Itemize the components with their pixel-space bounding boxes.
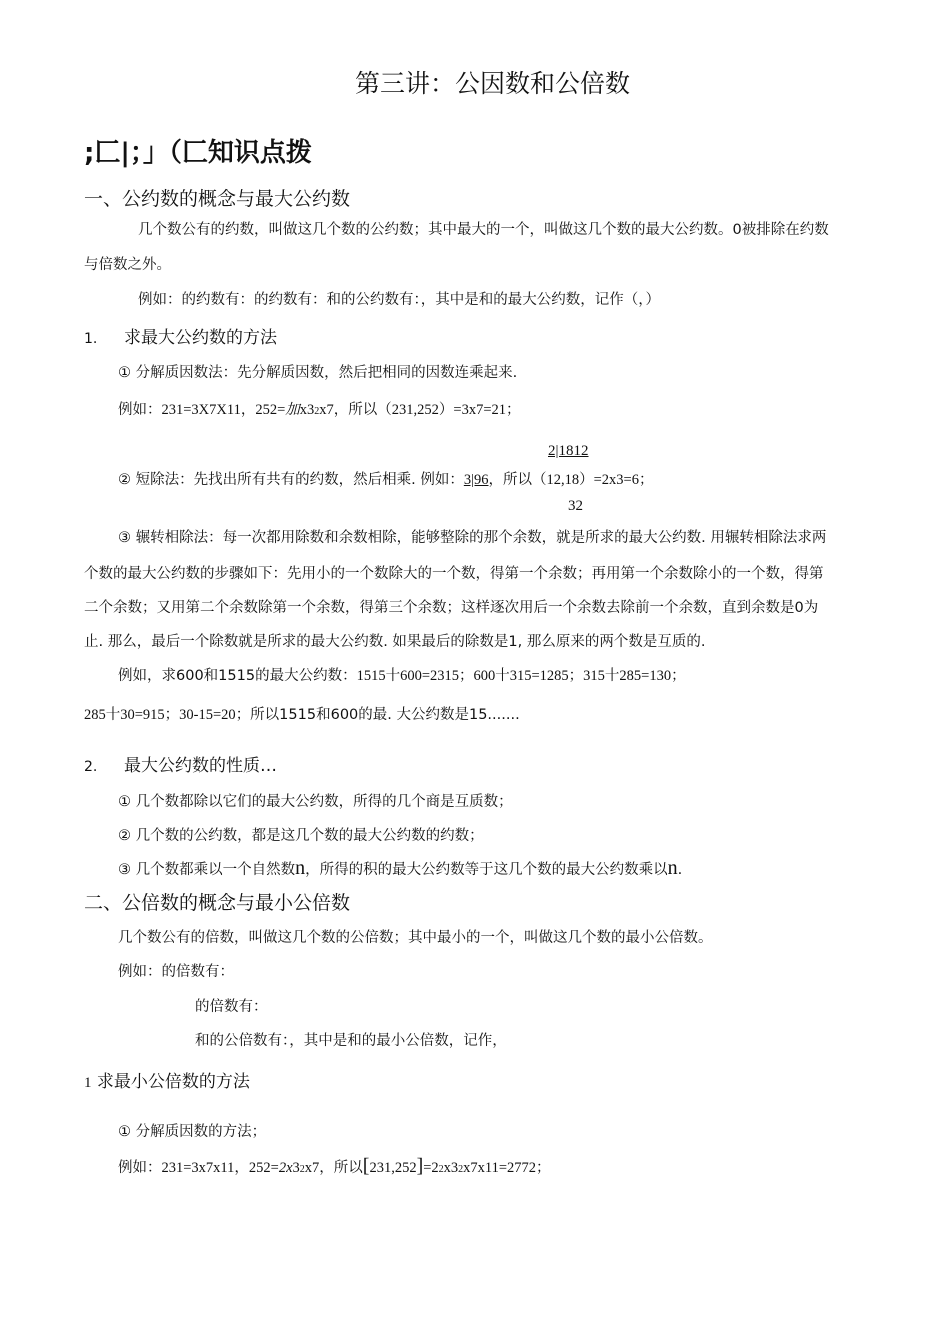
method-factorization: ① 分解质因数法：先分解质因数，然后把相同的因数连乘起来. — [118, 365, 518, 381]
property-item: ① 几个数都除以它们的最大公约数，所得的几个商是互质数； — [118, 794, 513, 810]
exponent: 2 — [314, 406, 320, 417]
variable-n: n — [295, 857, 306, 879]
example-line: 例如：的约数有：的约数有：和的公约数有：，其中是和的最大公约数，记作（，） — [138, 292, 660, 308]
subsection-heading-gcd-properties — [84, 754, 277, 779]
method-short-division-text: ② 短除法：先找出所有共有的约数，然后相乘. 例如： — [118, 472, 464, 488]
example-label: 例如： — [118, 402, 162, 418]
example-line: 和的公倍数有：，其中是和的最小公倍数，记作， — [195, 1033, 507, 1049]
example-expression: =2 — [423, 1160, 439, 1176]
example-expression: x7，所以 — [304, 1160, 363, 1176]
property-text: . — [677, 862, 683, 878]
example-line: 例如：的倍数有： — [118, 964, 234, 980]
euclid-example-steps: 285十30=915；30-15=20 — [84, 707, 236, 723]
subsection-heading-gcd-methods — [84, 326, 277, 351]
example-expression: x7x11=2772； — [463, 1160, 551, 1176]
method-euclid-line: 个数的最大公约数的步骤如下：先用小的一个数除大的一个数，得第一个余数；再用第一个余数除小的一个数，得第 — [84, 566, 824, 582]
subsection-number: 2. — [84, 759, 98, 775]
example-expression: x3 — [299, 402, 315, 418]
example-expression: 3 — [292, 1160, 300, 1176]
method-euclid-line: 二个余数；又用第二个余数除第一个余数，得第三个余数；这样逐次用后一个余数去除前一个余数，直到余数是0为 — [84, 600, 819, 616]
subsection-number: 1 — [84, 1075, 92, 1091]
subsection-heading-lcm-methods — [84, 1070, 250, 1095]
euclid-example-conclusion: ；所以1515和600的最. 大公约数是15....... — [235, 707, 520, 723]
paragraph-line: 几个数公有的约数，叫做这几个数的公约数；其中最大的一个，叫做这几个数的最大公约数。0被排除在约数 — [138, 222, 829, 238]
euclid-example-line — [84, 705, 520, 725]
property-text: ③ 几个数都乘以一个自然数 — [118, 862, 296, 878]
example-expression: 231,252 — [369, 1160, 417, 1176]
section-banner: ;匚|；」（匚知识点拨 — [84, 138, 312, 168]
paragraph-line: 几个数公有的倍数，叫做这几个数的公倍数；其中最小的一个，叫做这几个数的最小公倍数。 — [118, 930, 713, 946]
example-line: 的倍数有： — [195, 999, 268, 1015]
example-expression: 加 — [285, 402, 300, 418]
property-item — [118, 858, 682, 880]
short-division-bottom: 32 — [568, 498, 583, 514]
property-text: ，所得的积的最大公约数等于这几个数的最大公约数乘以 — [305, 862, 668, 878]
exponent: 2 — [438, 1164, 444, 1175]
example-expression: 231=3x7x11，252= — [161, 1160, 279, 1176]
method-short-division — [118, 470, 653, 490]
short-division-middle: 3|96 — [463, 472, 489, 488]
short-division-top-text: 2|1812 — [548, 443, 589, 459]
method-short-division-result: ，所以（12,18）=2x3=6； — [488, 472, 654, 488]
example-factorization — [118, 1156, 551, 1180]
euclid-example-steps: 1515十600=2315；600十315=1285；315十285=130； — [356, 668, 686, 684]
subsection-number: 1. — [84, 331, 98, 347]
right-bracket: ] — [416, 1155, 424, 1177]
property-item: ② 几个数的公约数，都是这几个数的最大公约数的约数； — [118, 828, 484, 844]
method-euclid-line: 止. 那么，最后一个除数就是所求的最大公约数. 如果最后的除数是1, 那么原来的两个数是互质的. — [84, 634, 706, 650]
subsection-title: 求最大公约数的方法 — [124, 328, 277, 348]
example-expression: ，所以（231,252）=3x7=21； — [333, 402, 521, 418]
page-title: 第三讲：公因数和公倍数 — [354, 69, 630, 98]
left-bracket: [ — [362, 1155, 370, 1177]
subsection-title: 最大公约数的性质… — [124, 756, 277, 776]
method-factorization: ① 分解质因数的方法； — [118, 1124, 267, 1140]
example-expression: 231=3X7X11，252= — [161, 402, 286, 418]
short-division-top — [548, 443, 589, 460]
euclid-example-label: 例如，求600和1515的最大公约数： — [118, 668, 357, 684]
exponent: 2 — [299, 1164, 305, 1175]
section-heading-lcm: 二、公倍数的概念与最小公倍数 — [84, 892, 351, 914]
section-heading-gcd: 一、公约数的概念与最大公约数 — [84, 188, 351, 210]
example-expression: x7 — [319, 402, 334, 418]
example-factorization — [118, 400, 521, 422]
paragraph-line: 与倍数之外。 — [84, 257, 171, 273]
example-label: 例如： — [118, 1160, 162, 1176]
example-expression: 2x — [278, 1160, 293, 1176]
method-euclid-line: ③ 辗转相除法：每一次都用除数和余数相除，能够整除的那个余数，就是所求的最大公约数. 用辗转相除法求两 — [118, 530, 827, 546]
exponent: 2 — [458, 1164, 464, 1175]
euclid-example-line — [118, 666, 686, 686]
example-expression: x3 — [443, 1160, 459, 1176]
subsection-title: 求最小公倍数的方法 — [96, 1072, 250, 1092]
variable-n: n — [667, 857, 678, 879]
